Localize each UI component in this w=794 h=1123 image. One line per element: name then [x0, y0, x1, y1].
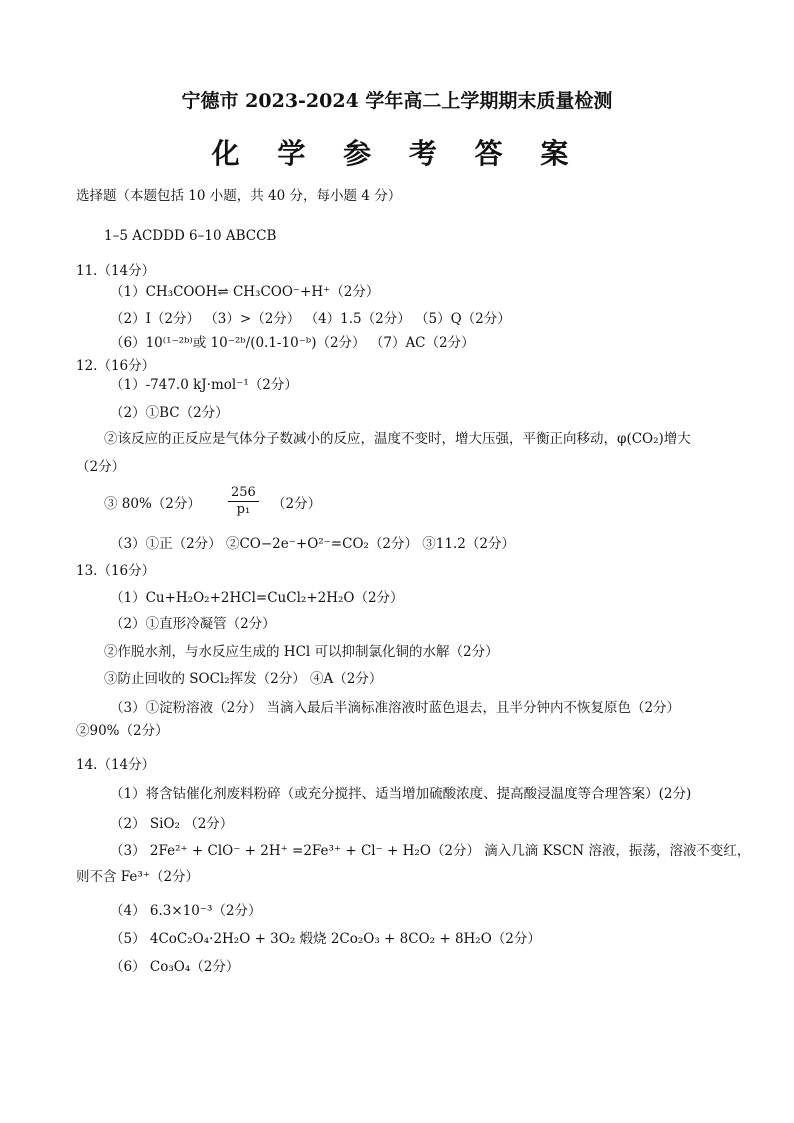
q14-part1: （1）将含钴催化剂废料粉碎（或充分搅拌、适当增加硫酸浓度、提高酸浸温度等合理答案）(2分) — [110, 786, 692, 802]
q14-part5: （5） 4CoC₂O₄·2H₂O + 3O₂ 煅烧 2Co₂O₃ + 8CO₂ + 8H₂O（2分） — [110, 931, 541, 947]
q12-part2-2-score: （2分） — [76, 459, 126, 475]
q13-part3-2: ②90%（2分） — [76, 723, 169, 739]
q12-part2-3-score: （2分） — [272, 496, 322, 512]
fraction-denominator: p₁ — [236, 502, 251, 517]
q13-part3-1: （3）①淀粉溶液（2分） 当滴入最后半滴标准溶液时蓝色退去，且半分钟内不恢复原色（2分） — [110, 700, 681, 716]
q12-header: 12.（16分） — [76, 358, 156, 374]
section-choice-header: 选择题（本题包括 10 小题，共 40 分，每小题 4 分） — [76, 188, 402, 204]
q13-header: 13.（16分） — [76, 563, 156, 579]
q13-part2-3-4: ③防止回收的 SOCl₂挥发（2分） ④A（2分） — [104, 671, 383, 687]
document-title: 宁德市 2023-2024 学年高二上学期期末质量检测 — [181, 90, 613, 112]
q13-part2-2: ②作脱水剂，与水反应生成的 HCl 可以抑制氯化铜的水解（2分） — [104, 644, 499, 660]
q11-parts6-7: （6）10⁽¹⁻²ᵇ⁾或 10⁻²ᵇ/(0.1-10⁻ᵇ)（2分） （7）AC（2分） — [110, 335, 475, 351]
q12-part1: （1）-747.0 kJ·mol⁻¹（2分） — [110, 377, 298, 393]
q13-part2-1: （2）①直形冷凝管（2分） — [110, 616, 276, 632]
q14-header: 14.（14分） — [76, 757, 156, 773]
fraction-256-over-p1 — [228, 485, 259, 518]
q12-part2-3: ③ 80%（2分） — [104, 496, 201, 512]
q12-part3: （3）①正（2分） ②CO−2e⁻+O²⁻=CO₂（2分） ③11.2（2分） — [110, 536, 515, 552]
q12-part2-2: ②该反应的正反应是气体分子数减小的反应，温度不变时，增大压强，平衡正向移动，φ(CO₂)增大 — [104, 431, 691, 447]
fraction-numerator: 256 — [228, 485, 259, 502]
q14-part6: （6） Co₃O₄（2分） — [110, 959, 240, 975]
document-subtitle: 化 学 参 考 答 案 — [211, 137, 583, 170]
q12-part2-1: （2）①BC（2分） — [110, 405, 229, 421]
q14-part3-cont: 则不含 Fe³⁺（2分） — [76, 869, 200, 885]
q14-part4: （4） 6.3×10⁻³（2分） — [110, 903, 262, 919]
q11-part1: （1）CH₃COOH⇌ CH₃COO⁻+H⁺（2分） — [110, 284, 380, 300]
q11-header: 11.（14分） — [76, 263, 156, 279]
q14-part2: （2） SiO₂ （2分） — [110, 816, 234, 832]
q11-parts2-5: （2）Ⅰ（2分） （3）>（2分） （4）1.5（2分） （5）Q（2分） — [110, 311, 511, 327]
q14-part3: （3） 2Fe²⁺ + ClO⁻ + 2H⁺ =2Fe³⁺ + Cl⁻ + H₂O（2分） 滴入几滴 KSCN 溶液，振荡，溶液不变红， — [110, 843, 751, 859]
q13-part1: （1）Cu+H₂O₂+2HCl=CuCl₂+2H₂O（2分） — [110, 590, 404, 606]
choice-answers: 1–5 ACDDD 6–10 ABCCB — [104, 228, 277, 244]
